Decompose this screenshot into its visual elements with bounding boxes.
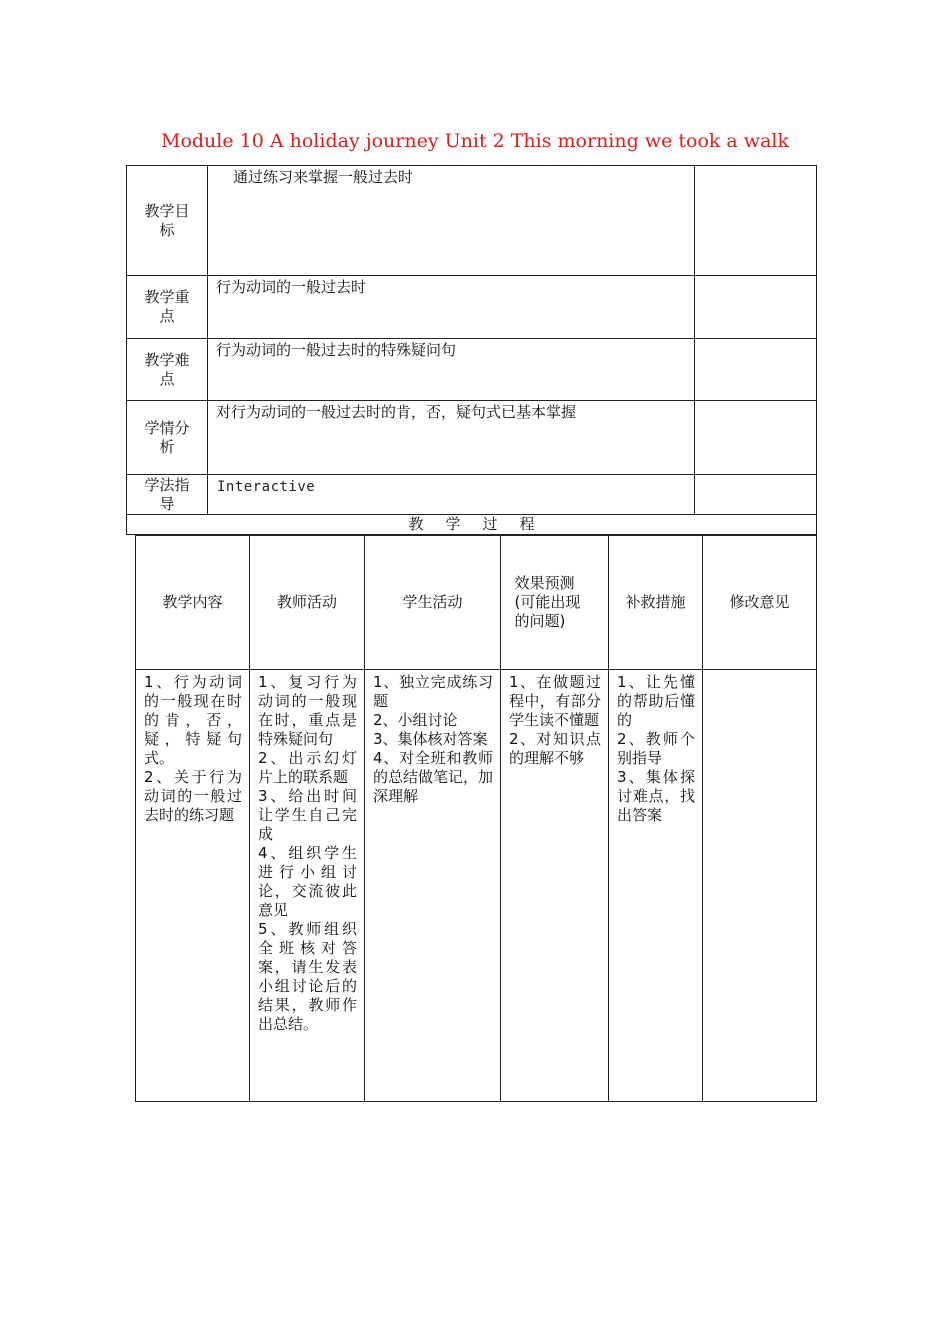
difficulty-label: 教学难点 (127, 339, 208, 401)
objective-label: 教学目标 (127, 166, 208, 276)
remedy-item: 3、集体探讨难点，找出答案 (617, 768, 695, 824)
analysis-row (127, 401, 817, 475)
revision-cell (703, 670, 817, 1102)
col-header-remedy: 补救措施 (609, 536, 703, 670)
content-cell (136, 670, 250, 1102)
analysis-value: 对行为动词的一般过去时的肯，否，疑句式已基本掌握 (208, 401, 695, 475)
col-header-effect: 效果预测(可能出现的问题) (501, 536, 609, 670)
effect-item: 1、在做题过程中，有部分学生读不懂题 (509, 673, 601, 729)
process-body-row (136, 670, 817, 1102)
remedy-item: 2、教师个别指导 (617, 730, 695, 767)
difficulty-value: 行为动词的一般过去时的特殊疑问句 (208, 339, 695, 401)
remedy-cell (609, 670, 703, 1102)
col-header-revision: 修改意见 (703, 536, 817, 670)
teacher-item: 4、组织学生进行小组讨论，交流彼此意见 (258, 844, 357, 919)
teacher-item: 2、出示幻灯片上的联系题 (258, 749, 357, 786)
remedy-item: 1、让先懂的帮助后懂的 (617, 673, 695, 729)
objective-blank (695, 166, 817, 276)
student-cell (365, 670, 501, 1102)
analysis-label: 学情分析 (127, 401, 208, 475)
method-row (127, 475, 817, 515)
content-item: 2、关于行为动词的一般过去时的练习题 (144, 768, 242, 824)
effect-item: 2、对知识点的理解不够 (509, 730, 601, 767)
col-header-teacher: 教师活动 (250, 536, 365, 670)
student-item: 3、集体核对答案 (373, 730, 488, 748)
process-title-row (127, 515, 817, 535)
lesson-info-table (126, 165, 817, 535)
keypoint-value: 行为动词的一般过去时 (208, 276, 695, 339)
difficulty-blank (695, 339, 817, 401)
document-title: Module 10 A holiday journey Unit 2 This morning we took a walk (161, 130, 789, 152)
keypoint-label: 教学重点 (127, 276, 208, 339)
keypoint-row (127, 276, 817, 339)
objective-row (127, 166, 817, 276)
col-header-content: 教学内容 (136, 536, 250, 670)
col-header-student: 学生活动 (365, 536, 501, 670)
teacher-item: 1、复习行为动词的一般现在时，重点是特殊疑问句 (258, 673, 357, 748)
difficulty-row (127, 339, 817, 401)
teacher-item: 5、教师组织全班核对答案，请生发表小组讨论后的结果，教师作出总结。 (258, 920, 357, 1033)
method-blank (695, 475, 817, 515)
method-label: 学法指导 (127, 475, 208, 515)
teacher-item: 3、给出时间让学生自己完成 (258, 787, 357, 843)
keypoint-blank (695, 276, 817, 339)
teacher-cell (250, 670, 365, 1102)
content-item: 1、行为动词的一般现在时的肯，否，疑，特疑句式。 (144, 673, 242, 767)
process-header-row (136, 536, 817, 670)
teaching-process-table (135, 535, 817, 1102)
analysis-blank (695, 401, 817, 475)
student-item: 4、对全班和教师的总结做笔记，加深理解 (373, 749, 494, 805)
student-item: 2、小组讨论 (373, 711, 458, 729)
process-title: 教学过程 (127, 515, 817, 535)
student-item: 1、独立完成练习题 (373, 673, 493, 710)
method-value: Interactive (208, 475, 695, 515)
effect-cell (501, 670, 609, 1102)
objective-value: 通过练习来掌握一般过去时 (208, 166, 695, 276)
